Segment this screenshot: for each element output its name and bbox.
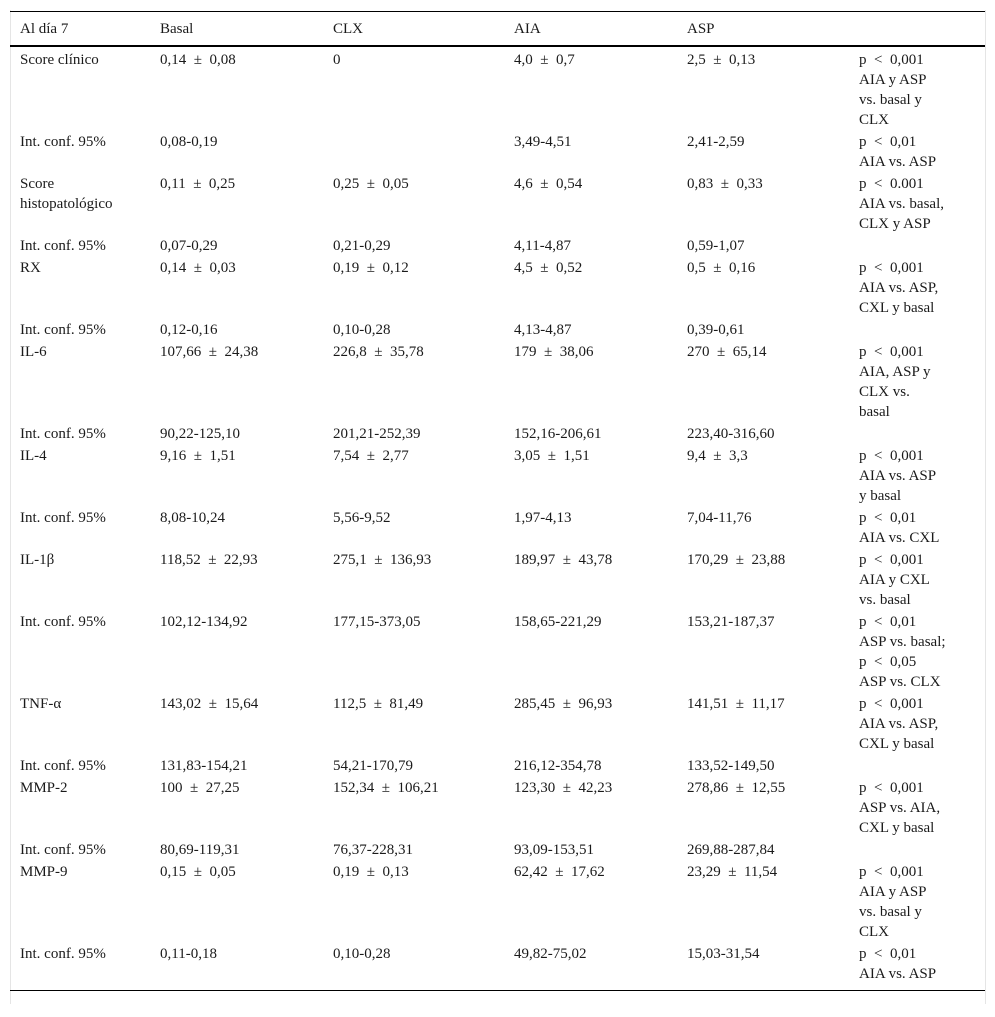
asp-value: 153,21-187,37 — [687, 614, 775, 630]
significance-line: p < 0,05 — [859, 654, 917, 670]
table-row — [10, 256, 985, 318]
asp-value: 0,39-0,61 — [687, 322, 745, 338]
table-row — [10, 610, 985, 692]
significance-line: p < 0,001 — [859, 52, 924, 68]
aia-value: 189,97 ± 43,78 — [514, 552, 613, 568]
row-label: IL-6 — [20, 344, 47, 360]
significance-line: vs. basal y — [859, 92, 922, 108]
significance-line: p < 0,001 — [859, 696, 924, 712]
aia-value: 158,65-221,29 — [514, 614, 602, 630]
table-row — [10, 754, 985, 776]
clx-value: 0,10-0,28 — [333, 322, 391, 338]
row-label: Int. conf. 95% — [20, 842, 106, 858]
clx-value: 112,5 ± 81,49 — [333, 696, 424, 712]
aia-value: 216,12-354,78 — [514, 758, 602, 774]
significance-line: p < 0,01 — [859, 946, 917, 962]
asp-value: 141,51 ± 11,17 — [687, 696, 785, 712]
header-row-label: Al día 7 — [20, 21, 69, 37]
significance-cell — [849, 838, 985, 860]
asp-value: 170,29 ± 23,88 — [687, 552, 786, 568]
clx-value: 0 — [333, 52, 341, 68]
row-label: Int. conf. 95% — [20, 758, 106, 774]
table-row — [10, 506, 985, 548]
significance-line: p < 0,001 — [859, 260, 924, 276]
aia-value: 3,49-4,51 — [514, 134, 572, 150]
aia-value: 285,45 ± 96,93 — [514, 696, 613, 712]
basal-value: 100 ± 27,25 — [160, 780, 240, 796]
asp-value: 15,03-31,54 — [687, 946, 760, 962]
significance-line: p < 0,01 — [859, 614, 917, 630]
significance-line: p < 0,001 — [859, 864, 924, 880]
table-row — [10, 422, 985, 444]
basal-value: 0,11-0,18 — [160, 946, 217, 962]
significance-cell — [849, 444, 985, 506]
asp-value: 133,52-149,50 — [687, 758, 775, 774]
results-table — [10, 11, 985, 991]
row-label: Int. conf. 95% — [20, 946, 106, 962]
significance-cell — [849, 754, 985, 776]
row-label: Score clínico — [20, 52, 99, 68]
asp-value: 0,5 ± 0,16 — [687, 260, 756, 276]
basal-value: 118,52 ± 22,93 — [160, 552, 258, 568]
aia-value: 4,11-4,87 — [514, 238, 571, 254]
significance-line: p < 0,001 — [859, 552, 924, 568]
significance-line: p < 0,001 — [859, 780, 924, 796]
asp-value: 2,5 ± 0,13 — [687, 52, 756, 68]
significance-line: ASP vs. basal; — [859, 634, 946, 650]
row-label: IL-4 — [20, 448, 47, 464]
significance-cell — [849, 172, 985, 234]
significance-line: AIA y CXL — [859, 572, 930, 588]
significance-line: CLX — [859, 112, 889, 128]
aia-value: 49,82-75,02 — [514, 946, 587, 962]
significance-line: CXL y basal — [859, 300, 935, 316]
significance-line: AIA vs. ASP, — [859, 280, 939, 296]
clx-value — [323, 130, 504, 172]
significance-line: AIA vs. ASP — [859, 966, 937, 982]
table-row — [10, 444, 985, 506]
aia-value: 152,16-206,61 — [514, 426, 602, 442]
significance-line: AIA vs. ASP — [859, 468, 937, 484]
basal-value: 0,07-0,29 — [160, 238, 218, 254]
asp-value: 223,40-316,60 — [687, 426, 775, 442]
significance-line: ASP vs. CLX — [859, 674, 941, 690]
significance-cell — [849, 256, 985, 318]
table-header — [10, 12, 985, 47]
row-label: IL-1β — [20, 552, 55, 568]
basal-value: 0,12-0,16 — [160, 322, 218, 338]
aia-value: 1,97-4,13 — [514, 510, 572, 526]
significance-line: p < 0,01 — [859, 510, 917, 526]
significance-line: basal — [859, 404, 890, 420]
significance-cell — [849, 942, 985, 991]
row-label: Int. conf. 95% — [20, 322, 106, 338]
aia-value: 179 ± 38,06 — [514, 344, 594, 360]
header-stats — [849, 12, 985, 47]
table-row — [10, 548, 985, 610]
clx-value: 226,8 ± 35,78 — [333, 344, 424, 360]
row-label: RX — [20, 260, 41, 276]
row-label: Int. conf. 95% — [20, 614, 106, 630]
significance-line: CXL y basal — [859, 736, 935, 752]
asp-value: 270 ± 65,14 — [687, 344, 767, 360]
significance-line: y basal — [859, 488, 902, 504]
table-row — [10, 776, 985, 838]
significance-line: ASP vs. AIA, — [859, 800, 941, 816]
clx-value: 0,10-0,28 — [333, 946, 391, 962]
clx-value: 152,34 ± 106,21 — [333, 780, 439, 796]
clx-value: 54,21-170,79 — [333, 758, 413, 774]
significance-line: AIA vs. CXL — [859, 530, 940, 546]
table-row — [10, 46, 985, 130]
significance-line: AIA y ASP — [859, 884, 927, 900]
aia-value: 4,13-4,87 — [514, 322, 572, 338]
asp-value: 269,88-287,84 — [687, 842, 775, 858]
clx-value: 76,37-228,31 — [333, 842, 413, 858]
significance-line: AIA vs. ASP — [859, 154, 937, 170]
significance-cell — [849, 46, 985, 130]
significance-line: p < 0,001 — [859, 344, 924, 360]
basal-value: 0,11 ± 0,25 — [160, 176, 236, 192]
asp-value: 7,04-11,76 — [687, 510, 752, 526]
significance-line: AIA vs. basal, — [859, 196, 944, 212]
significance-line: AIA y ASP — [859, 72, 927, 88]
significance-cell — [849, 610, 985, 692]
row-label: TNF-α — [20, 696, 62, 712]
significance-cell — [849, 776, 985, 838]
basal-value: 0,14 ± 0,03 — [160, 260, 236, 276]
clx-value: 0,19 ± 0,12 — [333, 260, 409, 276]
clx-value: 5,56-9,52 — [333, 510, 391, 526]
significance-line: CLX vs. — [859, 384, 910, 400]
table-row — [10, 130, 985, 172]
clx-value: 177,15-373,05 — [333, 614, 421, 630]
significance-cell — [849, 692, 985, 754]
row-label: Int. conf. 95% — [20, 510, 106, 526]
asp-value: 278,86 ± 12,55 — [687, 780, 786, 796]
table-row — [10, 340, 985, 422]
clx-value: 0,21-0,29 — [333, 238, 391, 254]
row-label: Int. conf. 95% — [20, 238, 106, 254]
clx-value: 201,21-252,39 — [333, 426, 421, 442]
clx-value: 0,19 ± 0,13 — [333, 864, 409, 880]
significance-line: AIA, ASP y — [859, 364, 931, 380]
row-label: Int. conf. 95% — [20, 426, 106, 442]
basal-value: 0,08-0,19 — [160, 134, 218, 150]
aia-value: 4,0 ± 0,7 — [514, 52, 575, 68]
aia-value: 93,09-153,51 — [514, 842, 594, 858]
header-row — [10, 12, 985, 47]
basal-value: 107,66 ± 24,38 — [160, 344, 259, 360]
asp-value: 0,59-1,07 — [687, 238, 745, 254]
significance-cell — [849, 234, 985, 256]
significance-cell — [849, 422, 985, 444]
significance-line: CXL y basal — [859, 820, 935, 836]
significance-cell — [849, 506, 985, 548]
clx-value: 0,25 ± 0,05 — [333, 176, 409, 192]
aia-value: 4,6 ± 0,54 — [514, 176, 583, 192]
table-row — [10, 234, 985, 256]
basal-value: 90,22-125,10 — [160, 426, 240, 442]
clx-value: 275,1 ± 136,93 — [333, 552, 432, 568]
table-row — [10, 692, 985, 754]
table-row — [10, 172, 985, 234]
header-basal: Basal — [160, 21, 194, 37]
aia-value: 123,30 ± 42,23 — [514, 780, 613, 796]
aia-value: 62,42 ± 17,62 — [514, 864, 605, 880]
significance-cell — [849, 318, 985, 340]
basal-value: 0,14 ± 0,08 — [160, 52, 236, 68]
row-label: Int. conf. 95% — [20, 134, 106, 150]
row-label: MMP-2 — [20, 780, 68, 796]
table-row — [10, 942, 985, 991]
table-row — [10, 318, 985, 340]
basal-value: 131,83-154,21 — [160, 758, 248, 774]
header-asp: ASP — [687, 21, 715, 37]
significance-line: AIA vs. ASP, — [859, 716, 939, 732]
header-aia: AIA — [514, 21, 541, 37]
significance-cell — [849, 130, 985, 172]
aia-value: 4,5 ± 0,52 — [514, 260, 583, 276]
asp-value: 2,41-2,59 — [687, 134, 745, 150]
significance-line: p < 0.001 — [859, 176, 924, 192]
significance-line: p < 0,01 — [859, 134, 917, 150]
asp-value: 9,4 ± 3,3 — [687, 448, 748, 464]
significance-line: CLX — [859, 924, 889, 940]
significance-line: p < 0,001 — [859, 448, 924, 464]
basal-value: 102,12-134,92 — [160, 614, 248, 630]
asp-value: 0,83 ± 0,33 — [687, 176, 763, 192]
significance-line: vs. basal — [859, 592, 911, 608]
significance-line: vs. basal y — [859, 904, 922, 920]
basal-value: 143,02 ± 15,64 — [160, 696, 259, 712]
table-row — [10, 838, 985, 860]
table-body — [10, 46, 985, 991]
clx-value: 7,54 ± 2,77 — [333, 448, 409, 464]
significance-cell — [849, 340, 985, 422]
significance-cell — [849, 860, 985, 942]
row-label: Score histopatológico — [20, 176, 113, 212]
significance-cell — [849, 548, 985, 610]
aia-value: 3,05 ± 1,51 — [514, 448, 590, 464]
basal-value: 80,69-119,31 — [160, 842, 240, 858]
basal-value: 9,16 ± 1,51 — [160, 448, 236, 464]
significance-line: CLX y ASP — [859, 216, 931, 232]
asp-value: 23,29 ± 11,54 — [687, 864, 778, 880]
basal-value: 0,15 ± 0,05 — [160, 864, 236, 880]
basal-value: 8,08-10,24 — [160, 510, 225, 526]
table-row — [10, 860, 985, 942]
header-clx: CLX — [333, 21, 363, 37]
row-label: MMP-9 — [20, 864, 68, 880]
